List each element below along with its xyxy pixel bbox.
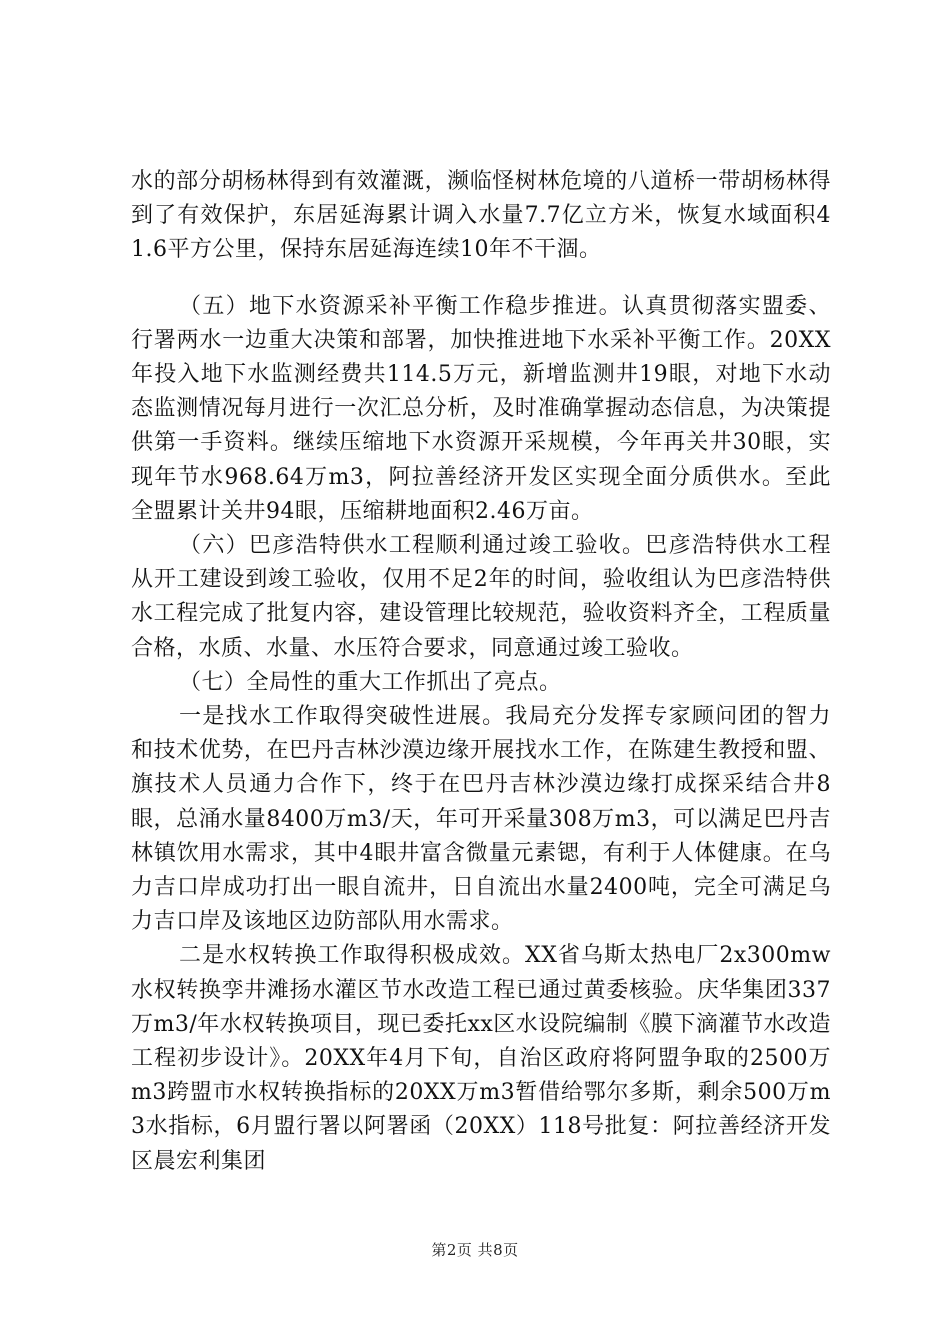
paragraph-section-7-heading: （七）全局性的重大工作抓出了亮点。: [179, 669, 562, 695]
paragraph-water-rights: 二是水权转换工作取得积极成效。XX省乌斯太热电厂2x300mw水权转换孪井滩扬水灌区节水改造工程已通过黄委核验。庆华集团337万m3/年水权转换项目，现已委托xx区水设院编制《膜下滴灌节水改造工程初步设计》。20XX年4月下旬，自治区政府将阿盟争取的2500万m3跨盟市水权转换指标的20XX万m3暂借给鄂尔多斯，剩余500万m3水指标，6月盟行署以阿署函（20XX）118号批复：阿拉善经济开发区晨宏利集团: [131, 943, 831, 1174]
page-number-footer: 第2页 共8页: [431, 1241, 519, 1259]
paragraph-water-search: 一是找水工作取得突破性进展。我局充分发挥专家顾问团的智力和技术优势，在巴丹吉林沙漠边缘开展找水工作，在陈建生教授和盟、旗技术人员通力合作下，终于在巴丹吉林沙漠边缘打成探采结合井8眼，总涌水量8400万m3/天，年可开采量308万m3，可以满足巴丹吉林镇饮用水需求，其中4眼井富含微量元素锶，有利于人体健康。在乌力吉口岸成功打出一眼自流井，日自流出水量2400吨，完全可满足乌力吉口岸及该地区边防部队用水需求。: [131, 704, 831, 935]
paragraph-continuation: 水的部分胡杨林得到有效灌溉，濒临怪树林危境的八道桥一带胡杨林得到了有效保护，东居延海累计调入水量7.7亿立方米，恢复水域面积41.6平方公里，保持东居延海连续10年不干涸。: [131, 169, 831, 263]
paragraph-section-6: （六）巴彦浩特供水工程顺利通过竣工验收。巴彦浩特供水工程从开工建设到竣工验收，仅用不足2年的时间，验收组认为巴彦浩特供水工程完成了批复内容，建设管理比较规范，验收资料齐全，工程质量合格，水质、水量、水压符合要求，同意通过竣工验收。: [131, 533, 831, 661]
document-body: [131, 165, 831, 1179]
paragraph-section-5: （五）地下水资源采补平衡工作稳步推进。认真贯彻落实盟委、行署两水一边重大决策和部署，加快推进地下水采补平衡工作。20XX年投入地下水监测经费共114.5万元，新增监测井19眼，对地下水动态监测情况每月进行一次汇总分析，及时准确掌握动态信息，为决策提供第一手资料。继续压缩地下水资源开采规模，今年再关井30眼，实现年节水968.64万m3，阿拉善经济开发区实现全面分质供水。至此全盟累计关井94眼，压缩耕地面积2.46万亩。: [131, 293, 831, 524]
